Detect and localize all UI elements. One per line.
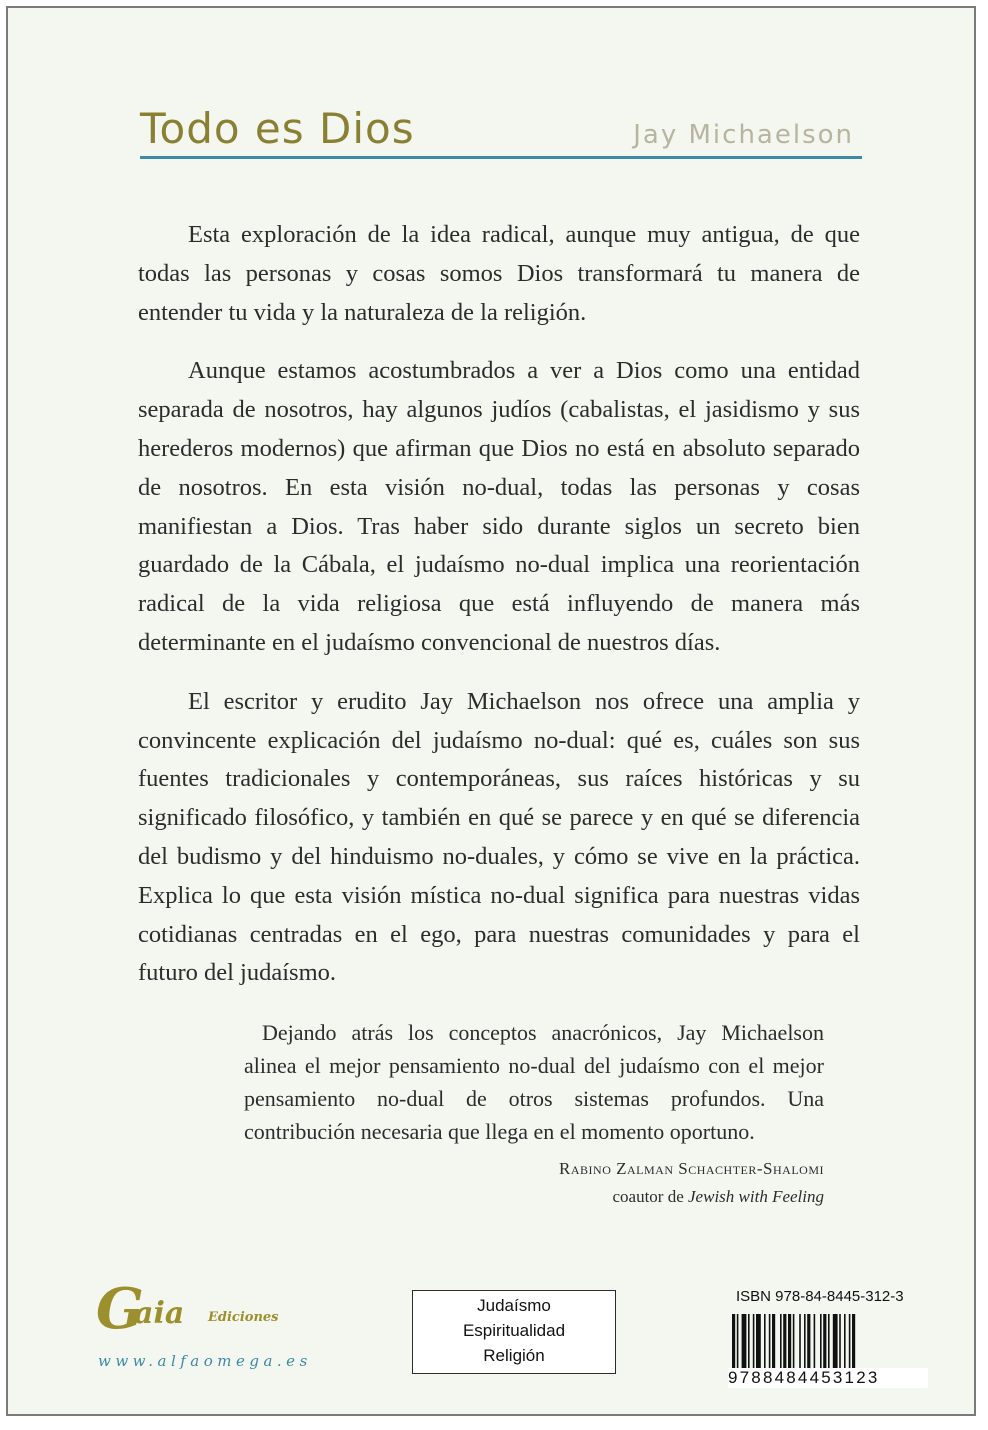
book-author: Jay Michaelson (633, 120, 854, 150)
endorser-role-prefix: coautor de (612, 1187, 684, 1206)
publisher-website: www.alfaomega.es (98, 1352, 312, 1370)
endorsement-quote: Dejando atrás los conceptos anacrónicos, Jay Michaelson alinea el mejor pensamiento no-dual del judaísmo con el mejor pensamiento no-dual de otros sistemas profundos. Una contribución necesaria que llega en el momento oportuno. (244, 1020, 824, 1144)
isbn-label: ISBN 978-84-8445-312-3 (736, 1288, 904, 1305)
endorser-role (559, 1184, 824, 1210)
publisher-logo-word: aia (134, 1296, 185, 1331)
publisher-logo-subtitle: Ediciones (208, 1310, 279, 1325)
publisher-logo-initial: G (96, 1276, 144, 1342)
category-item: Espiritualidad (462, 1321, 566, 1340)
endorser-name: Rabino Zalman Schachter-Shalomi (559, 1159, 824, 1178)
back-cover (6, 6, 976, 1416)
synopsis-paragraph: El escritor y erudito Jay Michaelson nos ofrece una amplia y convincente explicación del judaísmo no-dual: qué es, cuáles son sus fuentes tradicionales y contemporáneas, sus raíces históricas y su significado filosófico, y también en qué se parece y en qué se diferencia del budismo y del hinduismo no-duales, y cómo se vive en la práctica. Explica lo que esta visión mística no-dual significa para nuestras vidas cotidianas centradas en el ego, para nuestras comunidades y para el futuro del judaísmo. (138, 687, 860, 987)
synopsis-paragraph: Esta exploración de la idea radical, aunque muy antigua, de que todas las personas y cosas somos Dios transformará tu manera de entender tu vida y la naturaleza de la religión. (138, 221, 860, 326)
book-title: Todo es Dios (140, 104, 415, 153)
barcode-digits: 9788484453123 (728, 1368, 928, 1388)
publisher-logo (90, 1276, 330, 1386)
synopsis (138, 216, 860, 1013)
category-item: Judaísmo (477, 1296, 551, 1315)
title-divider (140, 156, 862, 159)
isbn-block (728, 1288, 928, 1388)
synopsis-paragraph: Aunque estamos acostumbrados a ver a Dios como una entidad separada de nosotros, hay algunos judíos (cabalistas, el jasidismo y sus herederos modernos) que afirman que Dios no está en absoluto separado de nosotros. En esta visión no-dual, todas las personas y cosas manifiestan a Dios. Tras haber sido durante siglos un secreto bien guardado de la Cábala, el judaísmo no-dual implica una reorientación radical de la vida religiosa que está influyendo de manera más determinante en el judaísmo convencional de nuestros días. (138, 357, 860, 656)
endorsement-attribution (559, 1154, 824, 1210)
category-box (412, 1290, 616, 1374)
endorser-book-title: Jewish with Feeling (688, 1187, 824, 1206)
category-item: Religión (483, 1346, 545, 1365)
